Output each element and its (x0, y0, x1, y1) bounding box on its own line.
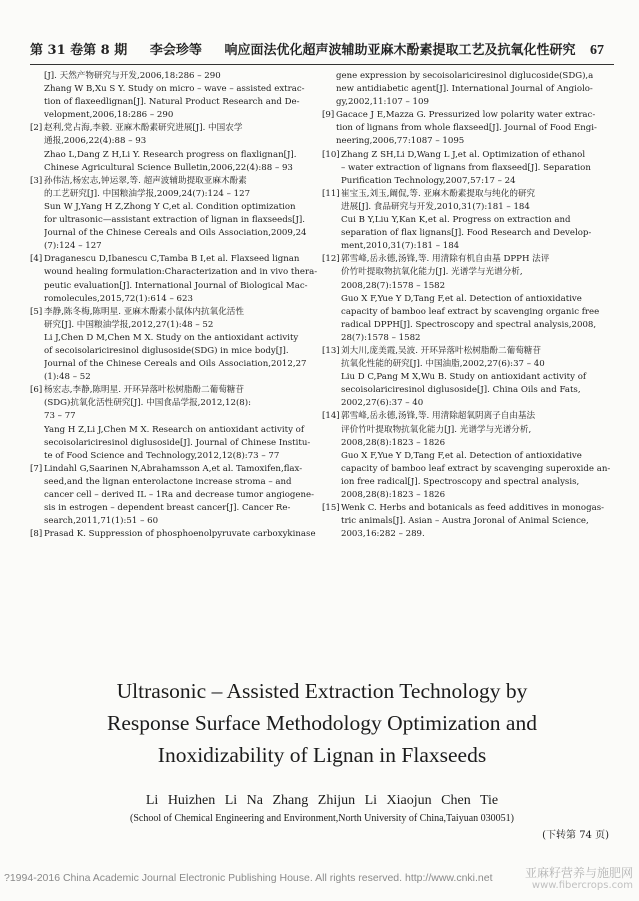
reference-line: Li J,Chen D M,Chen M X. Study on the antioxidant activity (44, 332, 299, 343)
reference-line: Guo X F,Yue Y D,Tang F,et al. Detection of antioxidative (341, 450, 582, 461)
reference-line: Wenk C. Herbs and botanicals as feed additives in monogas- (341, 503, 605, 514)
reference-entry (322, 188, 614, 253)
reference-entry (30, 306, 320, 385)
reference-line: 赵利,党占海,李毅. 亚麻木酚素研究进展[J]. 中国农学 (44, 123, 243, 134)
running-header (30, 40, 614, 62)
header-authors: 李会珍等 (149, 43, 202, 58)
reference-number: [8] (30, 529, 43, 540)
reference-line: ment,2010,31(7):181 – 184 (341, 241, 460, 252)
reference-line: 孙伟洁,杨宏志,钟运翠,等. 超声波辅助提取亚麻木酚素 (44, 175, 247, 186)
reference-line: Zhao L,Dang Z H,Li Y. Research progress on flaxlignan[J]. (44, 149, 297, 160)
reference-line: 2003,16:282 – 289. (341, 529, 425, 540)
reference-text (44, 253, 320, 305)
reference-line: 2008,28(8):1823 – 1826 (341, 490, 446, 500)
reference-line: 郭雪峰,岳永德,汤锋,等. 用清除有机自由基 DPPH 法评 (341, 254, 550, 265)
reference-entry (322, 410, 614, 502)
reference-number: [10] (322, 149, 340, 160)
reference-line: Chinese Agricultural Science Bulletin,2006,22(4):88 – 93 (44, 162, 293, 173)
reference-line: ion free radical[J]. Spectroscopy and spectral analysis, (341, 476, 580, 487)
reference-entry (322, 109, 614, 148)
reference-line: te of Food Science and Technology,2012,12(8):73 – 77 (44, 450, 280, 461)
reference-line: 通报,2006,22(4):88 – 93 (44, 136, 147, 147)
reference-line: 刘大川,庞美霞,吴波. 开环异落叶松树脂酚二葡萄糖苷 (341, 345, 541, 356)
english-title-line-1: Ultrasonic – Assisted Extraction Technology by (116, 679, 528, 703)
reference-line: gene expression by secoisolariciresinol diglucoside(SDG),a (336, 71, 594, 81)
reference-line: radical DPPH[J]. Spectroscopy and spectral analysis,2008, (341, 319, 597, 330)
reference-line: Cui B Y,Liu Y,Kan K,et al. Progress on extraction and (341, 215, 571, 226)
reference-line: for ultrasonic—assistant extraction of lignan in flaxseeds[J]. (44, 215, 306, 226)
reference-number (322, 70, 336, 109)
reference-entry (30, 175, 320, 254)
reference-line: Zhang Z SH,Li D,Wang L J,et al. Optimization of ethanol (341, 149, 586, 160)
reference-line: 2008,28(7):1578 – 1582 (341, 280, 446, 291)
reference-entry (30, 384, 320, 463)
reference-line: gy,2002,11:107 – 109 (336, 97, 429, 108)
reference-line: Guo X F,Yue Y D,Tang F,et al. Detection of antioxidative (341, 293, 582, 304)
reference-text (44, 528, 320, 541)
reference-text (341, 188, 614, 253)
reference-line: neering,2006,77:1087 – 1095 (336, 136, 465, 147)
reference-text (44, 384, 320, 463)
reference-line: romolecules,2015,72(1):614 – 623 (44, 293, 193, 304)
reference-line: new antidiabetic agent[J]. International Journal of Angiolo- (336, 84, 593, 95)
reference-entry (30, 528, 320, 541)
reference-number: [11] (322, 188, 340, 199)
reference-number: [4] (30, 254, 43, 265)
reference-entry (322, 345, 614, 410)
reference-text (336, 109, 614, 148)
reference-line: (7):124 – 127 (44, 241, 102, 252)
header-left (30, 40, 576, 62)
reference-line: 杨宏志,李静,陈明星. 开环异落叶松树脂酚二葡萄糖苷 (44, 385, 244, 396)
reference-line: tion of flaxeedlignan[J]. Natural Product Research and De- (44, 97, 300, 108)
watermark-text: 亚麻籽营养与施肥网 (524, 866, 633, 880)
reference-line: 的工艺研究[J]. 中国粮油学报,2009,24(7):124 – 127 (44, 188, 251, 199)
reference-text (44, 175, 320, 254)
reference-line: 评价竹叶提取物抗氧化能力[J]. 光谱学与光谱分析, (341, 424, 532, 435)
reference-line: search,2011,71(1):51 – 60 (44, 516, 159, 527)
reference-entry (30, 70, 320, 122)
reference-line: 73 – 77 (44, 411, 76, 422)
reference-number (30, 70, 44, 122)
reference-line: 2008,28(8):1823 – 1826 (341, 437, 446, 448)
reference-line: 抗氧化性能的研究[J]. 中国油脂,2002,27(6):37 – 40 (341, 359, 545, 370)
reference-number: [6] (30, 385, 43, 396)
reference-line: sis in estrogen – dependent breast cancer[J]. Cancer Re- (44, 503, 291, 514)
reference-text (44, 70, 320, 122)
reference-line: wound healing formulation:Characterization and in vivo thera- (44, 267, 318, 278)
reference-number: [13] (322, 345, 340, 356)
reference-line: seed,and the lignan enterolactone increase stroma – and (44, 476, 292, 487)
reference-entry (30, 122, 320, 174)
reference-line: separation of flax lignans[J]. Food Research and Develop- (341, 228, 592, 239)
reference-line: capacity of bamboo leaf extract by scavenging organic free (341, 306, 600, 317)
watermark-url: www.fibercrops.com (531, 880, 633, 891)
english-title-line-2: Response Surface Methodology Optimization and (107, 711, 537, 735)
reference-entry (322, 502, 614, 541)
reference-line: Zhang W B,Xu S Y. Study on micro – wave – assisted extrac- (44, 84, 305, 95)
right-reference-column (322, 70, 614, 541)
reference-line: 进展[J]. 食品研究与开发,2010,31(7):181 – 184 (341, 201, 530, 212)
reference-text (336, 70, 614, 109)
reference-entry (30, 463, 320, 528)
reference-line: 价竹叶提取物抗氧化能力[J]. 光谱学与光谱分析, (341, 267, 523, 278)
reference-line: [J]. 天然产物研究与开发,2006,18:286 – 290 (44, 71, 221, 81)
reference-line: 李静,陈冬梅,陈明星. 亚麻木酚素小鼠体内抗氧化活性 (44, 306, 244, 317)
reference-entry (322, 253, 614, 345)
reference-number: [7] (30, 463, 43, 474)
reference-line: 28(7):1578 – 1582 (341, 332, 421, 343)
reference-number: [2] (30, 123, 43, 134)
reference-line: Journal of the Chinese Cereals and Oils Association,2012,27 (44, 359, 307, 370)
reference-line: Liu D C,Pang M X,Wu B. Study on antioxidant activity of (341, 372, 587, 383)
english-title-line-3: Inoxidizability of Lignan in Flaxseeds (157, 743, 487, 767)
reference-line: tric animals[J]. Asian – Austra Joronal of Animal Science, (341, 516, 589, 527)
reference-entry (322, 70, 614, 109)
reference-line: Yang H Z,Li J,Chen M X. Research on antioxidant activity of (44, 424, 305, 435)
reference-line: cancer cell – derived IL – 1Ra and decrease tumor angiogene- (44, 490, 315, 500)
reference-number: [14] (322, 411, 340, 422)
reference-line: 崔宝玉,刘玉,阚侃,等. 亚麻木酚素提取与纯化的研究 (341, 188, 536, 199)
affiliation: (School of Chemical Engineering and Environment,North University of China,Taiyuan 030051) (130, 813, 514, 824)
reference-number: [12] (322, 254, 340, 265)
reference-entry (322, 149, 614, 188)
reference-line: tion of lignans from whole flaxseed[J]. Journal of Food Engi- (336, 123, 597, 134)
english-authors: Li Huizhen Li Na Zhang Zhijun Li Xiaojun Chen Tie (145, 793, 499, 808)
reference-text (341, 502, 614, 541)
reference-text (44, 306, 320, 385)
running-title: 响应面法优化超声波辅助亚麻木酚素提取工艺及抗氧化性研究 (224, 43, 576, 58)
reference-line: (SDG)抗氧化活性研究[J]. 中国食品学报,2012,12(8): (44, 398, 252, 409)
reference-line: 郭雪峰,岳永德,汤锋,等. 用清除超氧阴离子自由基法 (341, 411, 536, 422)
reference-line: Gacace J E,Mazza G. Pressurized low polarity water extrac- (336, 110, 596, 121)
reference-line: 研究[J]. 中国粮油学报,2012,27(1):48 – 52 (44, 319, 214, 330)
reference-line: – water extraction of lignans from flaxseed[J]. Separation (341, 162, 591, 173)
reference-line: Purification Technology,2007,57:17 – 24 (341, 175, 516, 186)
reference-line: secoisolariciresinol diglusoside[J]. China Oils and Fats, (341, 385, 581, 396)
reference-number: [5] (30, 306, 43, 317)
reference-line: Lindahl G,Saarinen N,Abrahamsson A,et al. Tamoxifen,flax- (44, 463, 303, 474)
reference-line: Draganescu D,Ibanescu C,Tamba B I,et al. Flaxseed lignan (44, 254, 300, 265)
reference-line: 2002,27(6):37 – 40 (341, 398, 424, 409)
reference-text (44, 463, 320, 528)
reference-number: [9] (322, 110, 335, 121)
reference-line: peutic evaluation[J]. International Journal of Biological Mac- (44, 280, 308, 291)
reference-entry (30, 253, 320, 305)
reference-text (341, 345, 614, 410)
reference-line: (1):48 – 52 (44, 372, 91, 383)
reference-line: Prasad K. Suppression of phosphoenolpyruvate carboxykinase (44, 529, 316, 540)
reference-line: capacity of bamboo leaf extract by scavenging superoxide an- (341, 463, 611, 474)
reference-line: of secoisolariciresinol diglusoside(SDG) in mice body[J]. (44, 345, 289, 356)
copyright-footer: ?1994-2016 China Academic Journal Electronic Publishing House. All rights reserved. http://www.cnki.net (4, 872, 493, 884)
page-number: 67 (590, 43, 604, 58)
reference-text (341, 149, 614, 188)
reference-number: [15] (322, 503, 340, 514)
reference-number: [3] (30, 175, 43, 186)
reference-line: velopment,2006,18:286 – 290 (44, 110, 174, 121)
continued-note: (下转第 74 页) (542, 830, 609, 841)
reference-line: secoisolariciresinol diglusoside[J]. Journal of Chinese Institu- (44, 437, 311, 448)
reference-line: Sun W J,Yang H Z,Zhong Y C,et al. Condition optimization (44, 201, 296, 212)
reference-text (341, 253, 614, 345)
journal-issue: 第 31 卷第 8 期 (30, 43, 128, 58)
left-reference-column (30, 70, 320, 541)
reference-text (341, 410, 614, 502)
reference-line: Journal of the Chinese Cereals and Oils Association,2009,24 (44, 228, 307, 239)
reference-text (44, 122, 320, 174)
header-rule (30, 64, 614, 65)
